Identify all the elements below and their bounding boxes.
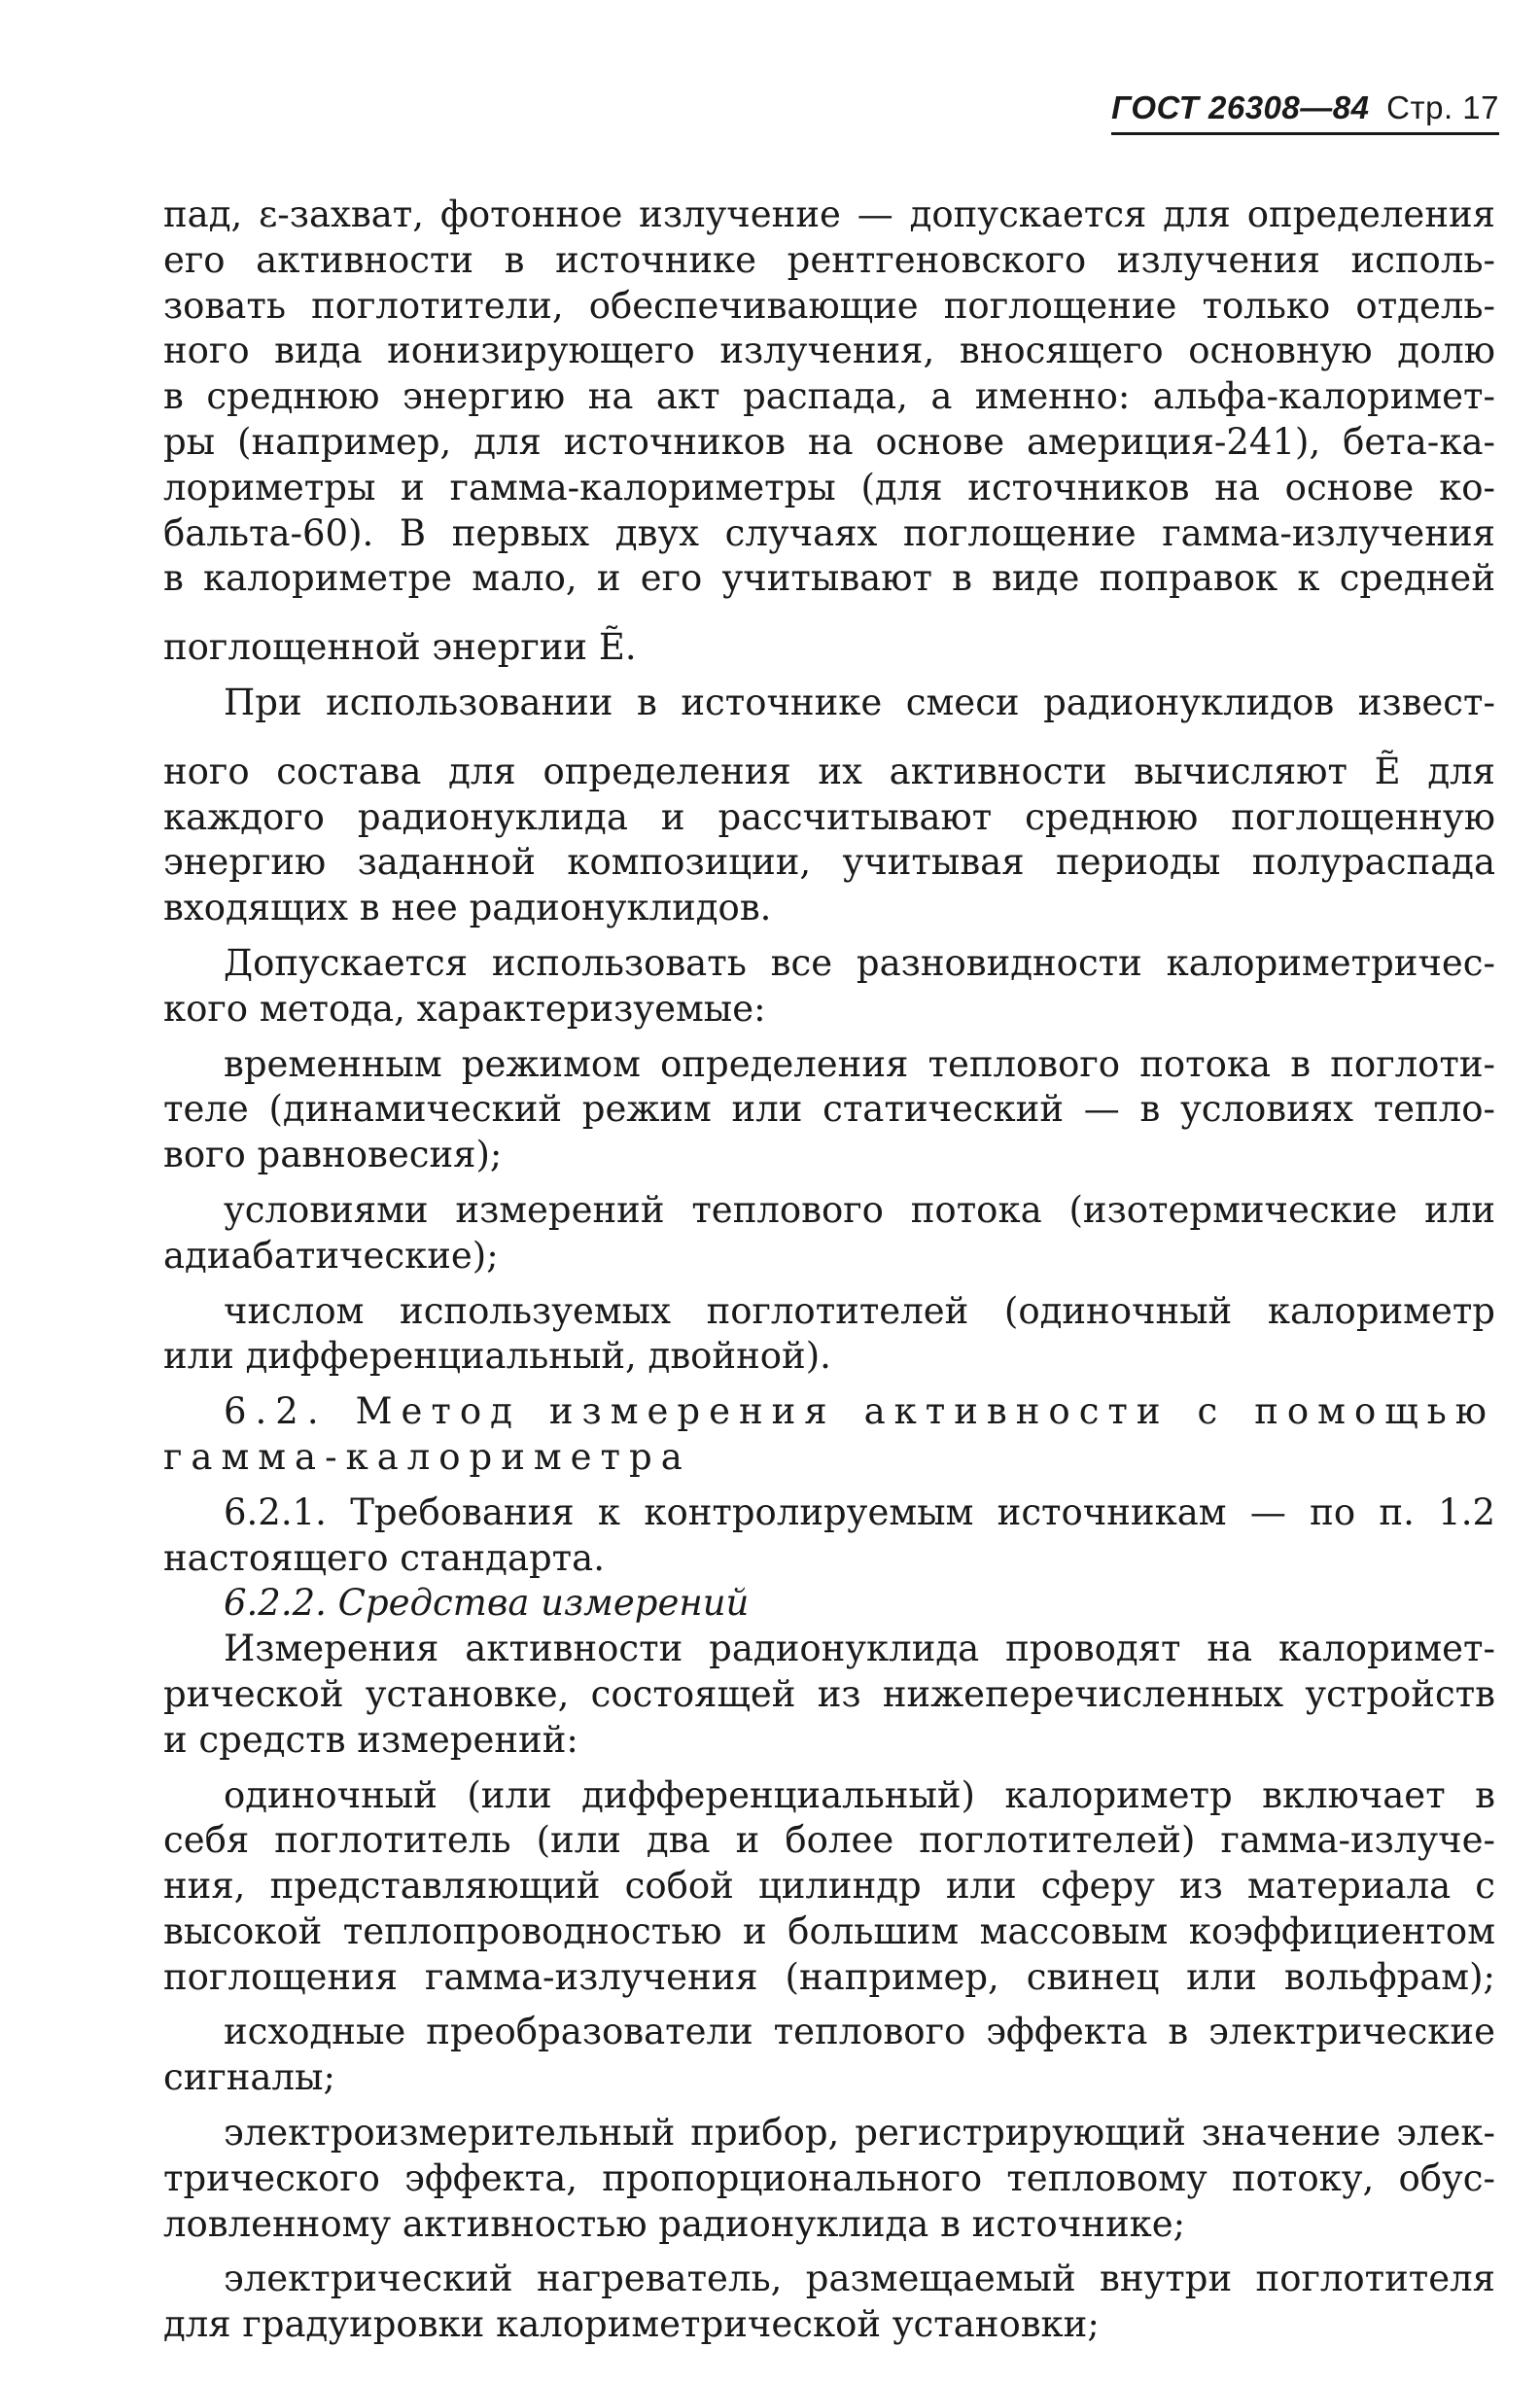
text-line: каждого радионуклида и рассчитывают среднюю поглощенную [163,795,1495,838]
text-line: высокой теплопроводностью и большим массовым коэффициентом [163,1910,1495,1952]
running-header [1111,89,1499,135]
text-line: рической установке, состоящей из нижеперечисленных устройств [163,1672,1495,1715]
text-line: ного состава для определения их активности вычисляют Ẽ для [163,750,1495,792]
text-line: в калориметре мало, и его учитывают в виде поправок к средней [163,557,1495,600]
text-line: или дифференциальный, двойной). [163,1335,831,1378]
text-line: бальта-60). В первых двух случаях поглощение гамма-излучения [163,511,1495,554]
text-line: кого метода, характеризуемые: [163,987,766,1030]
text-line: При использовании в источнике смеси радионуклидов извест- [224,681,1495,723]
text-line: исходные преобразователи теплового эффекта в электрические [224,2011,1495,2053]
text-line: пад, ε-захват, фотонное излучение — допускается для определения [163,193,1495,235]
text-line: в среднюю энергию на акт распада, а именно: альфа-калоримет- [163,375,1495,418]
text-line: электроизмерительный прибор, регистрирующий значение элек- [224,2112,1495,2155]
text-line: 6.2.2. Средства измерений [224,1582,750,1625]
text-line: трического эффекта, пропорционального тепловому потоку, обус- [163,2156,1495,2199]
text-line: и средств измерений: [163,1718,578,1761]
text-line: ры (например, для источников на основе америция-241), бета-ка- [163,420,1495,463]
text-line: сигналы; [163,2056,335,2099]
document-number: ГОСТ 26308—84 [1111,89,1370,125]
text-line: временным режимом определения теплового потока в поглоти- [224,1042,1495,1085]
text-line: энергию заданной композиции, учитывая периоды полураспада [163,841,1495,884]
text-line: гамма-калориметра [163,1435,691,1478]
page-number: Стр. 17 [1386,89,1499,125]
text-line: лориметры и гамма-калориметры (для источников на основе ко- [163,466,1495,508]
text-line: 6.2. Метод измерения активности с помощью [224,1390,1495,1433]
text-line: 6.2.1. Требования к контролируемым источникам — по п. 1.2 [224,1490,1495,1533]
text-line: Допускается использовать все разновидности калориметричес- [224,941,1495,984]
text-line: условиями измерений теплового потока (изотермические или [224,1188,1495,1231]
text-line: поглощенной энергии Ẽ. [163,626,637,669]
text-line: для градуировки калориметрической установки; [163,2303,1100,2346]
text-line: ловленному активностью радионуклида в источнике; [163,2202,1186,2245]
text-line: себя поглотитель (или два и более поглотителей) гамма-излуче- [163,1819,1495,1862]
text-line: одиночный (или дифференциальный) калориметр включает в [224,1773,1495,1816]
text-line: ного вида ионизирующего излучения, вносящего основную долю [163,330,1495,372]
text-line: теле (динамический режим или статический — в условиях тепло- [163,1088,1495,1131]
text-line: зовать поглотители, обеспечивающие поглощение только отдель- [163,284,1495,327]
text-line: поглощения гамма-излучения (например, свинец или вольфрам); [163,1955,1495,1998]
text-line: ния, представляющий собой цилиндр или сферу из материала с [163,1865,1495,1908]
text-line: электрический нагреватель, размещаемый внутри поглотителя [224,2258,1495,2300]
text-line: Измерения активности радионуклида проводят на калоримет- [224,1628,1495,1670]
text-line: его активности в источнике рентгеновского излучения исполь- [163,238,1495,281]
text-line: входящих в нее радионуклидов. [163,887,772,929]
text-line: адиабатические); [163,1234,499,1277]
body-text [163,193,1495,2348]
text-line: числом используемых поглотителей (одиночный калориметр [224,1289,1495,1332]
text-line: настоящего стандарта. [163,1536,605,1579]
text-line: вого равновесия); [163,1134,503,1176]
